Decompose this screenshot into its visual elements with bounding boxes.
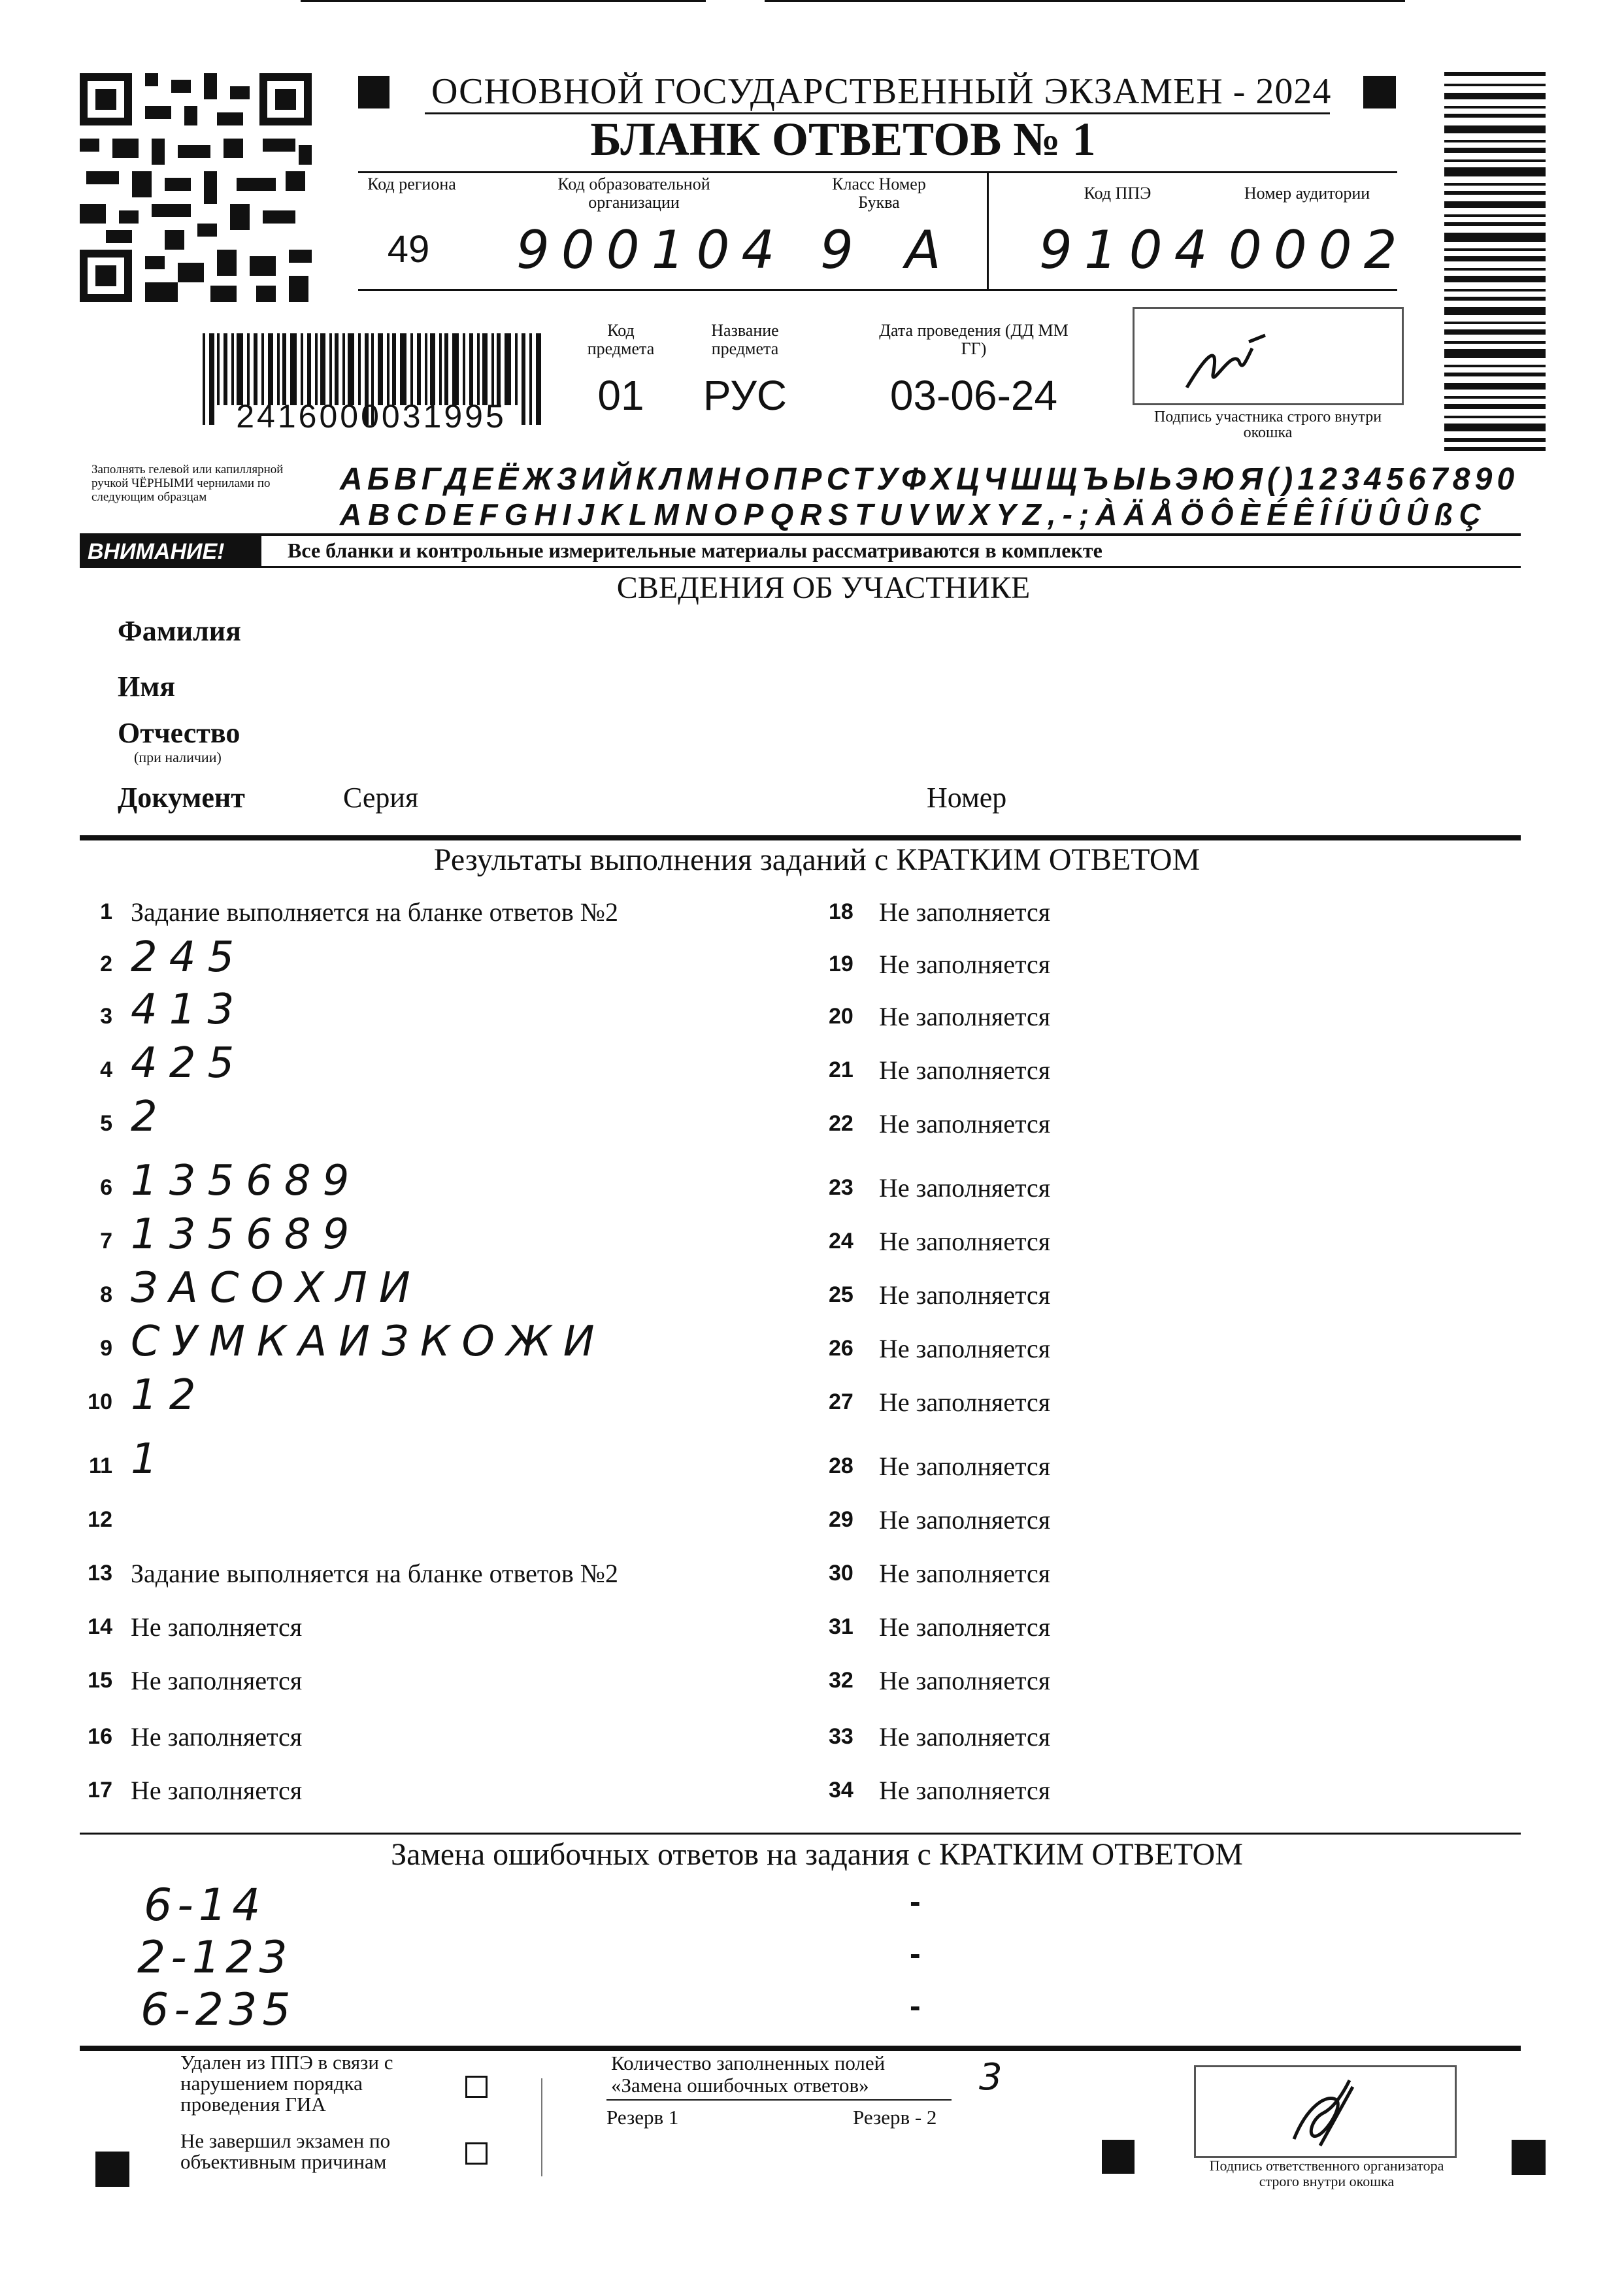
task-status-text: Не заполняется (879, 1559, 1051, 1588)
org-code-value: 900104 (516, 220, 787, 280)
reserve-1-label: Резерв 1 (606, 2106, 679, 2129)
task-number: 3 (100, 1004, 112, 1029)
task-answer[interactable]: 413 (131, 986, 246, 1034)
task-status-text: Не заполняется (879, 1002, 1051, 1031)
series-label: Серия (343, 782, 419, 814)
task-number: 28 (829, 1454, 853, 1478)
task-status-text: Не заполняется (879, 1776, 1051, 1805)
replacement-dash: - (910, 1883, 921, 1920)
task-status-text: Не заполняется (131, 1612, 303, 1642)
sample-row-cyrillic: АБВГДЕЁЖЗИЙКЛМНОПРСТУФХЦЧШЩЪЫЬЭЮЯ()1234567890 (340, 462, 1519, 497)
task-answer[interactable]: 135689 (131, 1210, 361, 1259)
task-answer[interactable]: 2 (131, 1093, 169, 1141)
task-answer[interactable]: СУМКАИЗКОЖИ (131, 1318, 606, 1366)
organizer-signature-icon (1196, 2067, 1459, 2160)
task-answer[interactable]: 12 (131, 1371, 208, 1420)
replacements-count-value[interactable]: 3 (979, 2056, 1014, 2099)
subject-name-value: РУС (703, 372, 787, 419)
replacement-item[interactable]: 2-123 (137, 1932, 293, 1984)
task-number: 25 (829, 1282, 853, 1307)
class-label: Класс Номер Буква (832, 175, 926, 212)
task-number: 21 (829, 1057, 853, 1082)
exam-title: ОСНОВНОЙ ГОСУДАРСТВЕННЫЙ ЭКЗАМЕН - 2024 (431, 71, 1332, 112)
task-number: 9 (100, 1336, 112, 1361)
subject-code-label: Код предмета (587, 321, 655, 358)
task-number: 13 (88, 1561, 112, 1586)
task-status-text: Не заполняется (879, 897, 1051, 927)
task-status-text: Задание выполняется на бланке ответов №2 (131, 1559, 618, 1588)
task-status-text: Не заполняется (879, 1666, 1051, 1695)
replacements-section-title: Замена ошибочных ответов на задания с КРАТКИМ ОТВЕТОМ (391, 1837, 1243, 1872)
task-status-text: Не заполняется (879, 1388, 1051, 1417)
corner-marker-icon (1363, 76, 1396, 108)
corner-marker-icon (1102, 2140, 1135, 2174)
task-answer[interactable]: 425 (131, 1039, 246, 1088)
sample-caption: Заполнять гелевой или капиллярной ручкой ЧЁРНЫМИ чернилами по следующим образцам (91, 463, 284, 504)
region-code-value: 49 (387, 228, 430, 271)
task-number: 30 (829, 1561, 853, 1586)
exam-date-label: Дата проведения (ДД ММ ГГ) (879, 321, 1069, 358)
org-code-label: Код образовательной организации (557, 175, 710, 212)
attention-badge (80, 536, 261, 567)
ppe-code-value: 9104 (1039, 220, 1219, 280)
task-number: 14 (88, 1614, 112, 1639)
document-label: Документ (118, 782, 245, 814)
task-status-text: Не заполняется (879, 1452, 1051, 1481)
task-status-text: Не заполняется (879, 1109, 1051, 1139)
task-number: 16 (88, 1724, 112, 1749)
replacement-item[interactable]: 6-14 (144, 1880, 266, 1931)
participant-section-title: СВЕДЕНИЯ ОБ УЧАСТНИКЕ (616, 571, 1031, 605)
task-status-text: Не заполняется (879, 1334, 1051, 1363)
not-finished-checkbox[interactable] (465, 2142, 488, 2165)
task-number: 6 (100, 1175, 112, 1200)
task-number: 10 (88, 1389, 112, 1414)
replacements-count-label: Количество заполненных полей «Замена ошибочных ответов» (611, 2052, 886, 2097)
task-number: 11 (89, 1454, 112, 1478)
subject-code-value: 01 (597, 372, 644, 419)
corner-marker-icon (95, 2152, 129, 2187)
surname-label: Фамилия (118, 615, 241, 647)
task-status-text: Не заполняется (879, 1505, 1051, 1535)
task-number: 12 (88, 1507, 112, 1532)
task-status-text: Не заполняется (879, 1722, 1051, 1752)
task-number: 27 (829, 1389, 853, 1414)
room-number-value: 0002 (1229, 220, 1409, 280)
task-number: 1 (100, 899, 112, 924)
task-status-text: Не заполняется (131, 1722, 303, 1752)
task-number: 22 (829, 1111, 853, 1136)
class-letter-value: А (905, 220, 953, 280)
class-number-value: 9 (820, 220, 865, 280)
results-section-title: Результаты выполнения заданий с КРАТКИМ ОТВЕТОМ (433, 842, 1201, 877)
form-title: БЛАНК ОТВЕТОВ № 1 (590, 113, 1096, 165)
side-barcode-icon (1444, 72, 1546, 451)
task-number: 34 (829, 1778, 853, 1803)
task-status-text: Не заполняется (879, 950, 1051, 979)
replacement-dash: - (910, 1935, 921, 1972)
replacement-dash: - (910, 1987, 921, 2024)
task-status-text: Задание выполняется на бланке ответов №2 (131, 897, 618, 927)
attention-text: Все бланки и контрольные измерительные материалы рассматриваются в комплекте (288, 539, 1102, 562)
not-finished-label: Не завершил экзамен по объективным причинам (180, 2129, 391, 2173)
task-status-text: Не заполняется (131, 1666, 303, 1695)
task-number: 24 (829, 1229, 853, 1254)
task-number: 31 (829, 1614, 853, 1639)
participant-signature-box[interactable] (1133, 307, 1404, 405)
task-number: 20 (829, 1004, 853, 1029)
task-number: 7 (100, 1229, 112, 1254)
task-status-text: Не заполняется (879, 1227, 1051, 1256)
organizer-signature-caption: Подпись ответственного организатора строго внутри окошка (1209, 2157, 1444, 2189)
task-number: 29 (829, 1507, 853, 1532)
task-status-text: Не заполняется (131, 1776, 303, 1805)
task-number: 26 (829, 1336, 853, 1361)
task-number: 32 (829, 1668, 853, 1693)
task-number: 5 (100, 1111, 112, 1136)
task-status-text: Не заполняется (879, 1280, 1051, 1310)
exam-date-value: 03-06-24 (889, 372, 1058, 419)
qr-code-icon (80, 73, 312, 302)
patronymic-label: Отчество (118, 717, 240, 749)
corner-marker-icon (358, 76, 389, 108)
corner-marker-icon (1512, 2140, 1546, 2175)
task-status-text: Не заполняется (879, 1056, 1051, 1085)
task-number: 8 (100, 1282, 112, 1307)
task-status-text: Не заполняется (879, 1612, 1051, 1642)
region-code-label: Код региона (367, 175, 456, 193)
task-number: 33 (829, 1724, 853, 1749)
task-answer[interactable]: 245 (131, 933, 246, 982)
attention-label: ВНИМАНИЕ! (88, 539, 225, 564)
task-number: 15 (88, 1668, 112, 1693)
removed-label: Удален из ППЭ в связи с нарушением порядка проведения ГИА (180, 2051, 393, 2116)
task-answer[interactable]: ЗАСОХЛИ (131, 1264, 422, 1312)
participant-signature-icon (1135, 309, 1406, 407)
task-number: 23 (829, 1175, 853, 1200)
organizer-signature-box[interactable] (1194, 2065, 1457, 2158)
number-label: Номер (927, 782, 1007, 814)
patronymic-note: (при наличии) (134, 749, 222, 765)
name-label: Имя (118, 671, 175, 703)
barcode-number: 2416000031995 (236, 398, 506, 435)
ppe-code-label: Код ППЭ (1084, 184, 1152, 203)
subject-name-label: Название предмета (711, 321, 779, 358)
task-number: 19 (829, 952, 853, 976)
task-answer[interactable]: 135689 (131, 1157, 361, 1205)
task-number: 18 (829, 899, 853, 924)
sample-row-latin: ABCDEFGHIJKLMNOPQRSTUVWXYZ,-;ÀÄÅÖÔÈÉÊÎÍÜÛÛßÇ (340, 497, 1488, 531)
task-answer[interactable]: 1 (131, 1435, 169, 1484)
task-number: 17 (88, 1778, 112, 1803)
reserve-2-label: Резерв - 2 (853, 2106, 937, 2129)
replacement-item[interactable]: 6-235 (141, 1984, 296, 2036)
task-number: 2 (100, 952, 112, 976)
room-number-label: Номер аудитории (1244, 184, 1370, 203)
task-status-text: Не заполняется (879, 1173, 1051, 1203)
participant-signature-caption: Подпись участника строго внутри окошка (1153, 408, 1382, 441)
removed-checkbox[interactable] (465, 2076, 488, 2098)
task-number: 4 (100, 1057, 112, 1082)
